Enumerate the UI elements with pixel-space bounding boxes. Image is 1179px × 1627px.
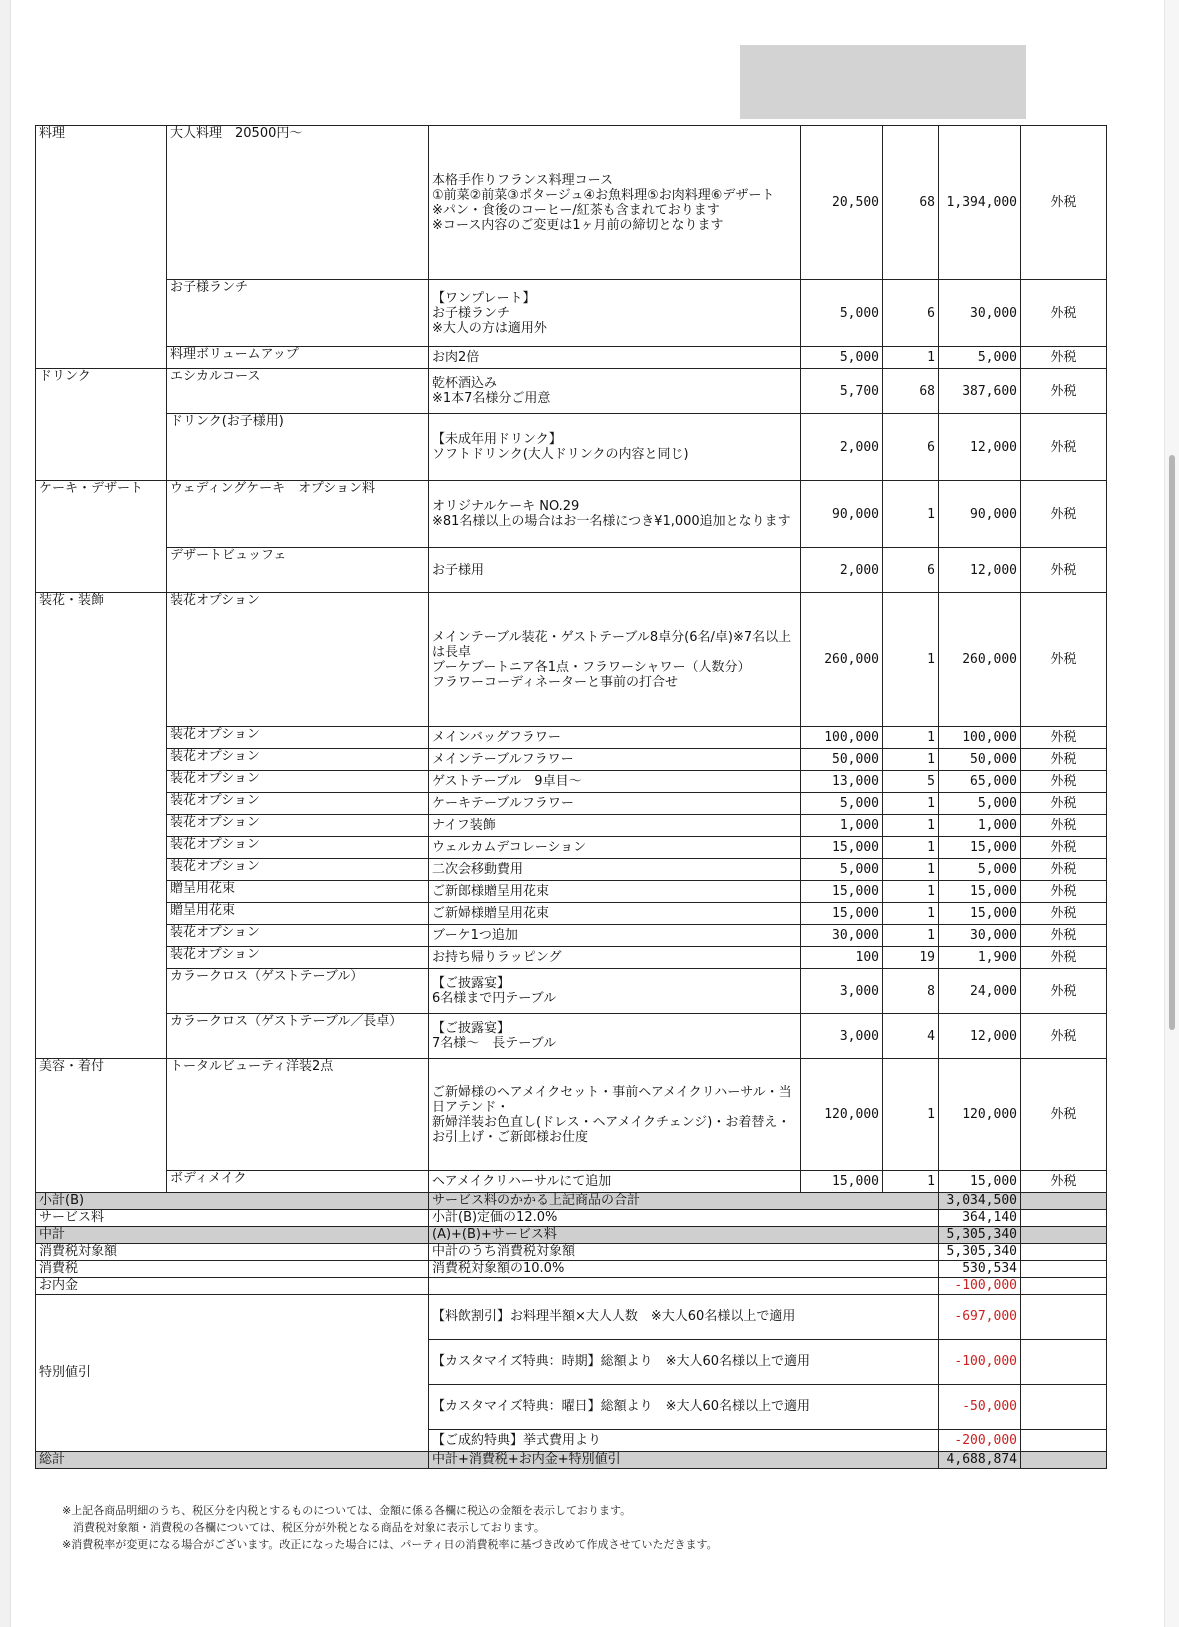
amount-cell: 1,900 — [939, 947, 1021, 969]
item-cell: 装花オプション — [167, 771, 429, 793]
qty-cell: 68 — [883, 126, 939, 280]
item-cell: 装花オプション — [167, 749, 429, 771]
table-row — [36, 727, 1107, 749]
category-cell: 装花・装飾 — [36, 593, 167, 1059]
summary-label: 消費税対象額 — [36, 1244, 429, 1261]
summary-blank — [1021, 1295, 1107, 1340]
estimate-table — [35, 125, 1107, 1469]
tax-type-cell: 外税 — [1021, 1171, 1107, 1193]
price-cell: 3,000 — [801, 1014, 883, 1059]
price-cell: 120,000 — [801, 1059, 883, 1171]
item-cell: 贈呈用花束 — [167, 903, 429, 925]
table-row — [36, 369, 1107, 414]
qty-cell: 8 — [883, 969, 939, 1014]
summary-label: 消費税 — [36, 1261, 429, 1278]
summary-amount: 530,534 — [939, 1261, 1021, 1278]
desc-cell: ご新婦様のヘアメイクセット・事前ヘアメイクリハーサル・当日アテンド・ 新婦洋装お色直し(ドレス・ヘアメイクチェンジ)・お着替え・お引上げ・ご新郎様お仕度 — [429, 1059, 801, 1171]
table-row — [36, 815, 1107, 837]
item-cell: 装花オプション — [167, 859, 429, 881]
footnote-line: ※上記各商品明細のうち、税区分を内税とするものについては、金額に係る各欄に税込の金額を表示しております。 — [62, 1504, 632, 1517]
summary-row-taxable — [36, 1244, 1107, 1261]
table-row — [36, 280, 1107, 347]
summary-row-service — [36, 1210, 1107, 1227]
item-cell: お子様ランチ — [167, 280, 429, 347]
item-cell: 贈呈用花束 — [167, 881, 429, 903]
table-row — [36, 793, 1107, 815]
price-cell: 5,000 — [801, 347, 883, 369]
qty-cell: 1 — [883, 1059, 939, 1171]
category-cell: ドリンク — [36, 369, 167, 481]
price-cell: 90,000 — [801, 481, 883, 548]
item-cell: ドリンク(お子様用) — [167, 414, 429, 481]
tax-type-cell: 外税 — [1021, 837, 1107, 859]
price-cell: 260,000 — [801, 593, 883, 727]
summary-desc: 小計(B)定価の12.0% — [429, 1210, 939, 1227]
summary-desc — [429, 1278, 939, 1295]
summary-amount: 4,688,874 — [939, 1452, 1021, 1469]
summary-amount: -100,000 — [939, 1278, 1021, 1295]
desc-cell: お持ち帰りラッピング — [429, 947, 801, 969]
desc-cell: オリジナルケーキ NO.29 ※81名様以上の場合はお一名様につき¥1,000追加となります — [429, 481, 801, 548]
scrollbar-thumb[interactable] — [1169, 455, 1175, 1030]
amount-cell: 12,000 — [939, 1014, 1021, 1059]
qty-cell: 1 — [883, 859, 939, 881]
item-cell: カラークロス（ゲストテーブル／長卓） — [167, 1014, 429, 1059]
tax-type-cell: 外税 — [1021, 126, 1107, 280]
footnotes — [62, 1502, 718, 1553]
summary-blank — [1021, 1430, 1107, 1452]
table-row — [36, 126, 1107, 280]
summary-row-deposit — [36, 1278, 1107, 1295]
desc-cell: 【ご披露宴】 7名様～ 長テーブル — [429, 1014, 801, 1059]
item-cell: カラークロス（ゲストテーブル） — [167, 969, 429, 1014]
tax-type-cell: 外税 — [1021, 481, 1107, 548]
table-row — [36, 1171, 1107, 1193]
amount-cell: 387,600 — [939, 369, 1021, 414]
summary-row-discount — [36, 1295, 1107, 1340]
amount-cell: 30,000 — [939, 280, 1021, 347]
summary-blank — [1021, 1340, 1107, 1385]
qty-cell: 1 — [883, 881, 939, 903]
summary-blank — [1021, 1278, 1107, 1295]
table-row — [36, 771, 1107, 793]
qty-cell: 1 — [883, 903, 939, 925]
tax-type-cell: 外税 — [1021, 593, 1107, 727]
table-row — [36, 925, 1107, 947]
qty-cell: 6 — [883, 548, 939, 593]
desc-cell: お子様用 — [429, 548, 801, 593]
qty-cell: 1 — [883, 347, 939, 369]
item-cell: 料理ボリュームアップ — [167, 347, 429, 369]
table-row — [36, 947, 1107, 969]
summary-amount: 364,140 — [939, 1210, 1021, 1227]
table-row — [36, 881, 1107, 903]
summary-row-subtotal — [36, 1193, 1107, 1210]
item-cell: トータルビューティ洋装2点 — [167, 1059, 429, 1171]
desc-cell: ご新郎様贈呈用花束 — [429, 881, 801, 903]
footnote-line: 消費税対象額・消費税の各欄については、税区分が外税となる商品を対象に表示しております。 — [62, 1521, 545, 1534]
item-cell: 大人料理 20500円～ — [167, 126, 429, 280]
discount-amount: -100,000 — [939, 1340, 1021, 1385]
summary-amount: 5,305,340 — [939, 1244, 1021, 1261]
summary-blank — [1021, 1244, 1107, 1261]
summary-blank — [1021, 1385, 1107, 1430]
summary-blank — [1021, 1227, 1107, 1244]
item-cell: 装花オプション — [167, 947, 429, 969]
price-cell: 1,000 — [801, 815, 883, 837]
table-row — [36, 414, 1107, 481]
desc-cell: 【ご披露宴】 6名様まで円テーブル — [429, 969, 801, 1014]
table-row — [36, 1059, 1107, 1171]
table-row — [36, 969, 1107, 1014]
discount-amount: -200,000 — [939, 1430, 1021, 1452]
summary-desc: (A)+(B)+サービス料 — [429, 1227, 939, 1244]
amount-cell: 90,000 — [939, 481, 1021, 548]
price-cell: 15,000 — [801, 1171, 883, 1193]
summary-desc: 消費税対象額の10.0% — [429, 1261, 939, 1278]
desc-cell: 【未成年用ドリンク】 ソフトドリンク(大人ドリンクの内容と同じ) — [429, 414, 801, 481]
qty-cell: 1 — [883, 925, 939, 947]
table-row — [36, 593, 1107, 727]
price-cell: 15,000 — [801, 903, 883, 925]
tax-type-cell: 外税 — [1021, 793, 1107, 815]
price-cell: 15,000 — [801, 881, 883, 903]
item-cell: エシカルコース — [167, 369, 429, 414]
discount-label: 特別値引 — [36, 1295, 429, 1452]
table-row — [36, 903, 1107, 925]
price-cell: 100,000 — [801, 727, 883, 749]
amount-cell: 24,000 — [939, 969, 1021, 1014]
desc-cell: ブーケ1つ追加 — [429, 925, 801, 947]
summary-desc: 中計のうち消費税対象額 — [429, 1244, 939, 1261]
price-cell: 5,000 — [801, 793, 883, 815]
desc-cell: ウェルカムデコレーション — [429, 837, 801, 859]
summary-row-total — [36, 1452, 1107, 1469]
amount-cell: 1,000 — [939, 815, 1021, 837]
qty-cell: 5 — [883, 771, 939, 793]
tax-type-cell: 外税 — [1021, 1059, 1107, 1171]
amount-cell: 260,000 — [939, 593, 1021, 727]
amount-cell: 5,000 — [939, 793, 1021, 815]
desc-cell: ナイフ装飾 — [429, 815, 801, 837]
tax-type-cell: 外税 — [1021, 815, 1107, 837]
desc-cell: ご新婦様贈呈用花束 — [429, 903, 801, 925]
item-cell: 装花オプション — [167, 593, 429, 727]
table-row — [36, 548, 1107, 593]
item-cell: 装花オプション — [167, 793, 429, 815]
amount-cell: 12,000 — [939, 548, 1021, 593]
summary-amount: 5,305,340 — [939, 1227, 1021, 1244]
amount-cell: 50,000 — [939, 749, 1021, 771]
amount-cell: 30,000 — [939, 925, 1021, 947]
category-cell: 料理 — [36, 126, 167, 369]
amount-cell: 120,000 — [939, 1059, 1021, 1171]
qty-cell: 4 — [883, 1014, 939, 1059]
tax-type-cell: 外税 — [1021, 903, 1107, 925]
tax-type-cell: 外税 — [1021, 947, 1107, 969]
tax-type-cell: 外税 — [1021, 771, 1107, 793]
amount-cell: 15,000 — [939, 1171, 1021, 1193]
amount-cell: 65,000 — [939, 771, 1021, 793]
item-cell: 装花オプション — [167, 815, 429, 837]
qty-cell: 68 — [883, 369, 939, 414]
item-cell: 装花オプション — [167, 925, 429, 947]
summary-row-tax — [36, 1261, 1107, 1278]
desc-cell: 【ワンプレート】 お子様ランチ ※大人の方は適用外 — [429, 280, 801, 347]
desc-cell: メインテーブルフラワー — [429, 749, 801, 771]
summary-desc: サービス料のかかる上記商品の合計 — [429, 1193, 939, 1210]
discount-desc: 【ご成約特典】挙式費用より — [429, 1430, 939, 1452]
tax-type-cell: 外税 — [1021, 414, 1107, 481]
summary-row-middle — [36, 1227, 1107, 1244]
desc-cell: お肉2倍 — [429, 347, 801, 369]
tax-type-cell: 外税 — [1021, 369, 1107, 414]
redacted-area — [740, 45, 1026, 119]
qty-cell: 6 — [883, 414, 939, 481]
summary-label: 中計 — [36, 1227, 429, 1244]
discount-desc: 【料飲割引】お料理半額×大人人数 ※大人60名様以上で適用 — [429, 1295, 939, 1340]
price-cell: 30,000 — [801, 925, 883, 947]
amount-cell: 15,000 — [939, 903, 1021, 925]
amount-cell: 5,000 — [939, 347, 1021, 369]
qty-cell: 1 — [883, 749, 939, 771]
price-cell: 15,000 — [801, 837, 883, 859]
category-cell: 美容・着付 — [36, 1059, 167, 1193]
table-row — [36, 749, 1107, 771]
desc-cell: メインテーブル装花・ゲストテーブル8卓分(6名/卓)※7名以上は長卓 ブーケブートニア各1点・フラワーシャワー（人数分） フラワーコーディネーターと事前の打合せ — [429, 593, 801, 727]
summary-label: 総計 — [36, 1452, 429, 1469]
tax-type-cell: 外税 — [1021, 881, 1107, 903]
summary-desc: 中計+消費税+お内金+特別値引 — [429, 1452, 939, 1469]
tax-type-cell: 外税 — [1021, 280, 1107, 347]
item-cell: ウェディングケーキ オプション料 — [167, 481, 429, 548]
item-cell: 装花オプション — [167, 727, 429, 749]
page-edge-left — [0, 0, 11, 1627]
table-row — [36, 481, 1107, 548]
qty-cell: 1 — [883, 793, 939, 815]
amount-cell: 100,000 — [939, 727, 1021, 749]
price-cell: 20,500 — [801, 126, 883, 280]
table-row — [36, 347, 1107, 369]
summary-blank — [1021, 1193, 1107, 1210]
tax-type-cell: 外税 — [1021, 859, 1107, 881]
item-cell: デザートビュッフェ — [167, 548, 429, 593]
footnote-line: ※消費税率が変更になる場合がございます。改正になった場合には、パーティ日の消費税率に基づき改めて作成させていただきます。 — [62, 1538, 718, 1551]
desc-cell: ケーキテーブルフラワー — [429, 793, 801, 815]
amount-cell: 1,394,000 — [939, 126, 1021, 280]
summary-blank — [1021, 1452, 1107, 1469]
tax-type-cell: 外税 — [1021, 1014, 1107, 1059]
summary-label: お内金 — [36, 1278, 429, 1295]
summary-label: 小計(B) — [36, 1193, 429, 1210]
price-cell: 2,000 — [801, 548, 883, 593]
desc-cell: 本格手作りフランス料理コース ①前菜②前菜③ポタージュ④お魚料理⑤お肉料理⑥デザート ※パン・食後のコーヒー/紅茶も含まれております ※コース内容のご変更は1ヶ月前の締切となります — [429, 126, 801, 280]
category-cell: ケーキ・デザート — [36, 481, 167, 593]
qty-cell: 1 — [883, 837, 939, 859]
qty-cell: 1 — [883, 1171, 939, 1193]
summary-amount: 3,034,500 — [939, 1193, 1021, 1210]
discount-amount: -50,000 — [939, 1385, 1021, 1430]
desc-cell: ヘアメイクリハーサルにて追加 — [429, 1171, 801, 1193]
price-cell: 5,000 — [801, 280, 883, 347]
scrollbar-track[interactable] — [1164, 0, 1179, 1627]
price-cell: 5,700 — [801, 369, 883, 414]
tax-type-cell: 外税 — [1021, 749, 1107, 771]
tax-type-cell: 外税 — [1021, 727, 1107, 749]
table-row — [36, 837, 1107, 859]
tax-type-cell: 外税 — [1021, 347, 1107, 369]
discount-desc: 【カスタマイズ特典：時期】総額より ※大人60名様以上で適用 — [429, 1340, 939, 1385]
table-row — [36, 859, 1107, 881]
desc-cell: 乾杯酒込み ※1本7名様分ご用意 — [429, 369, 801, 414]
table-row — [36, 1014, 1107, 1059]
price-cell: 2,000 — [801, 414, 883, 481]
summary-blank — [1021, 1261, 1107, 1278]
qty-cell: 1 — [883, 815, 939, 837]
amount-cell: 5,000 — [939, 859, 1021, 881]
price-cell: 3,000 — [801, 969, 883, 1014]
amount-cell: 15,000 — [939, 837, 1021, 859]
summary-blank — [1021, 1210, 1107, 1227]
qty-cell: 1 — [883, 727, 939, 749]
summary-label: サービス料 — [36, 1210, 429, 1227]
desc-cell: 二次会移動費用 — [429, 859, 801, 881]
tax-type-cell: 外税 — [1021, 548, 1107, 593]
qty-cell: 1 — [883, 593, 939, 727]
price-cell: 5,000 — [801, 859, 883, 881]
qty-cell: 1 — [883, 481, 939, 548]
discount-amount: -697,000 — [939, 1295, 1021, 1340]
price-cell: 13,000 — [801, 771, 883, 793]
item-cell: ボディメイク — [167, 1171, 429, 1193]
desc-cell: メインバッグフラワー — [429, 727, 801, 749]
price-cell: 100 — [801, 947, 883, 969]
qty-cell: 19 — [883, 947, 939, 969]
item-cell: 装花オプション — [167, 837, 429, 859]
tax-type-cell: 外税 — [1021, 969, 1107, 1014]
amount-cell: 12,000 — [939, 414, 1021, 481]
discount-desc: 【カスタマイズ特典：曜日】総額より ※大人60名様以上で適用 — [429, 1385, 939, 1430]
amount-cell: 15,000 — [939, 881, 1021, 903]
desc-cell: ゲストテーブル 9卓目～ — [429, 771, 801, 793]
qty-cell: 6 — [883, 280, 939, 347]
tax-type-cell: 外税 — [1021, 925, 1107, 947]
price-cell: 50,000 — [801, 749, 883, 771]
